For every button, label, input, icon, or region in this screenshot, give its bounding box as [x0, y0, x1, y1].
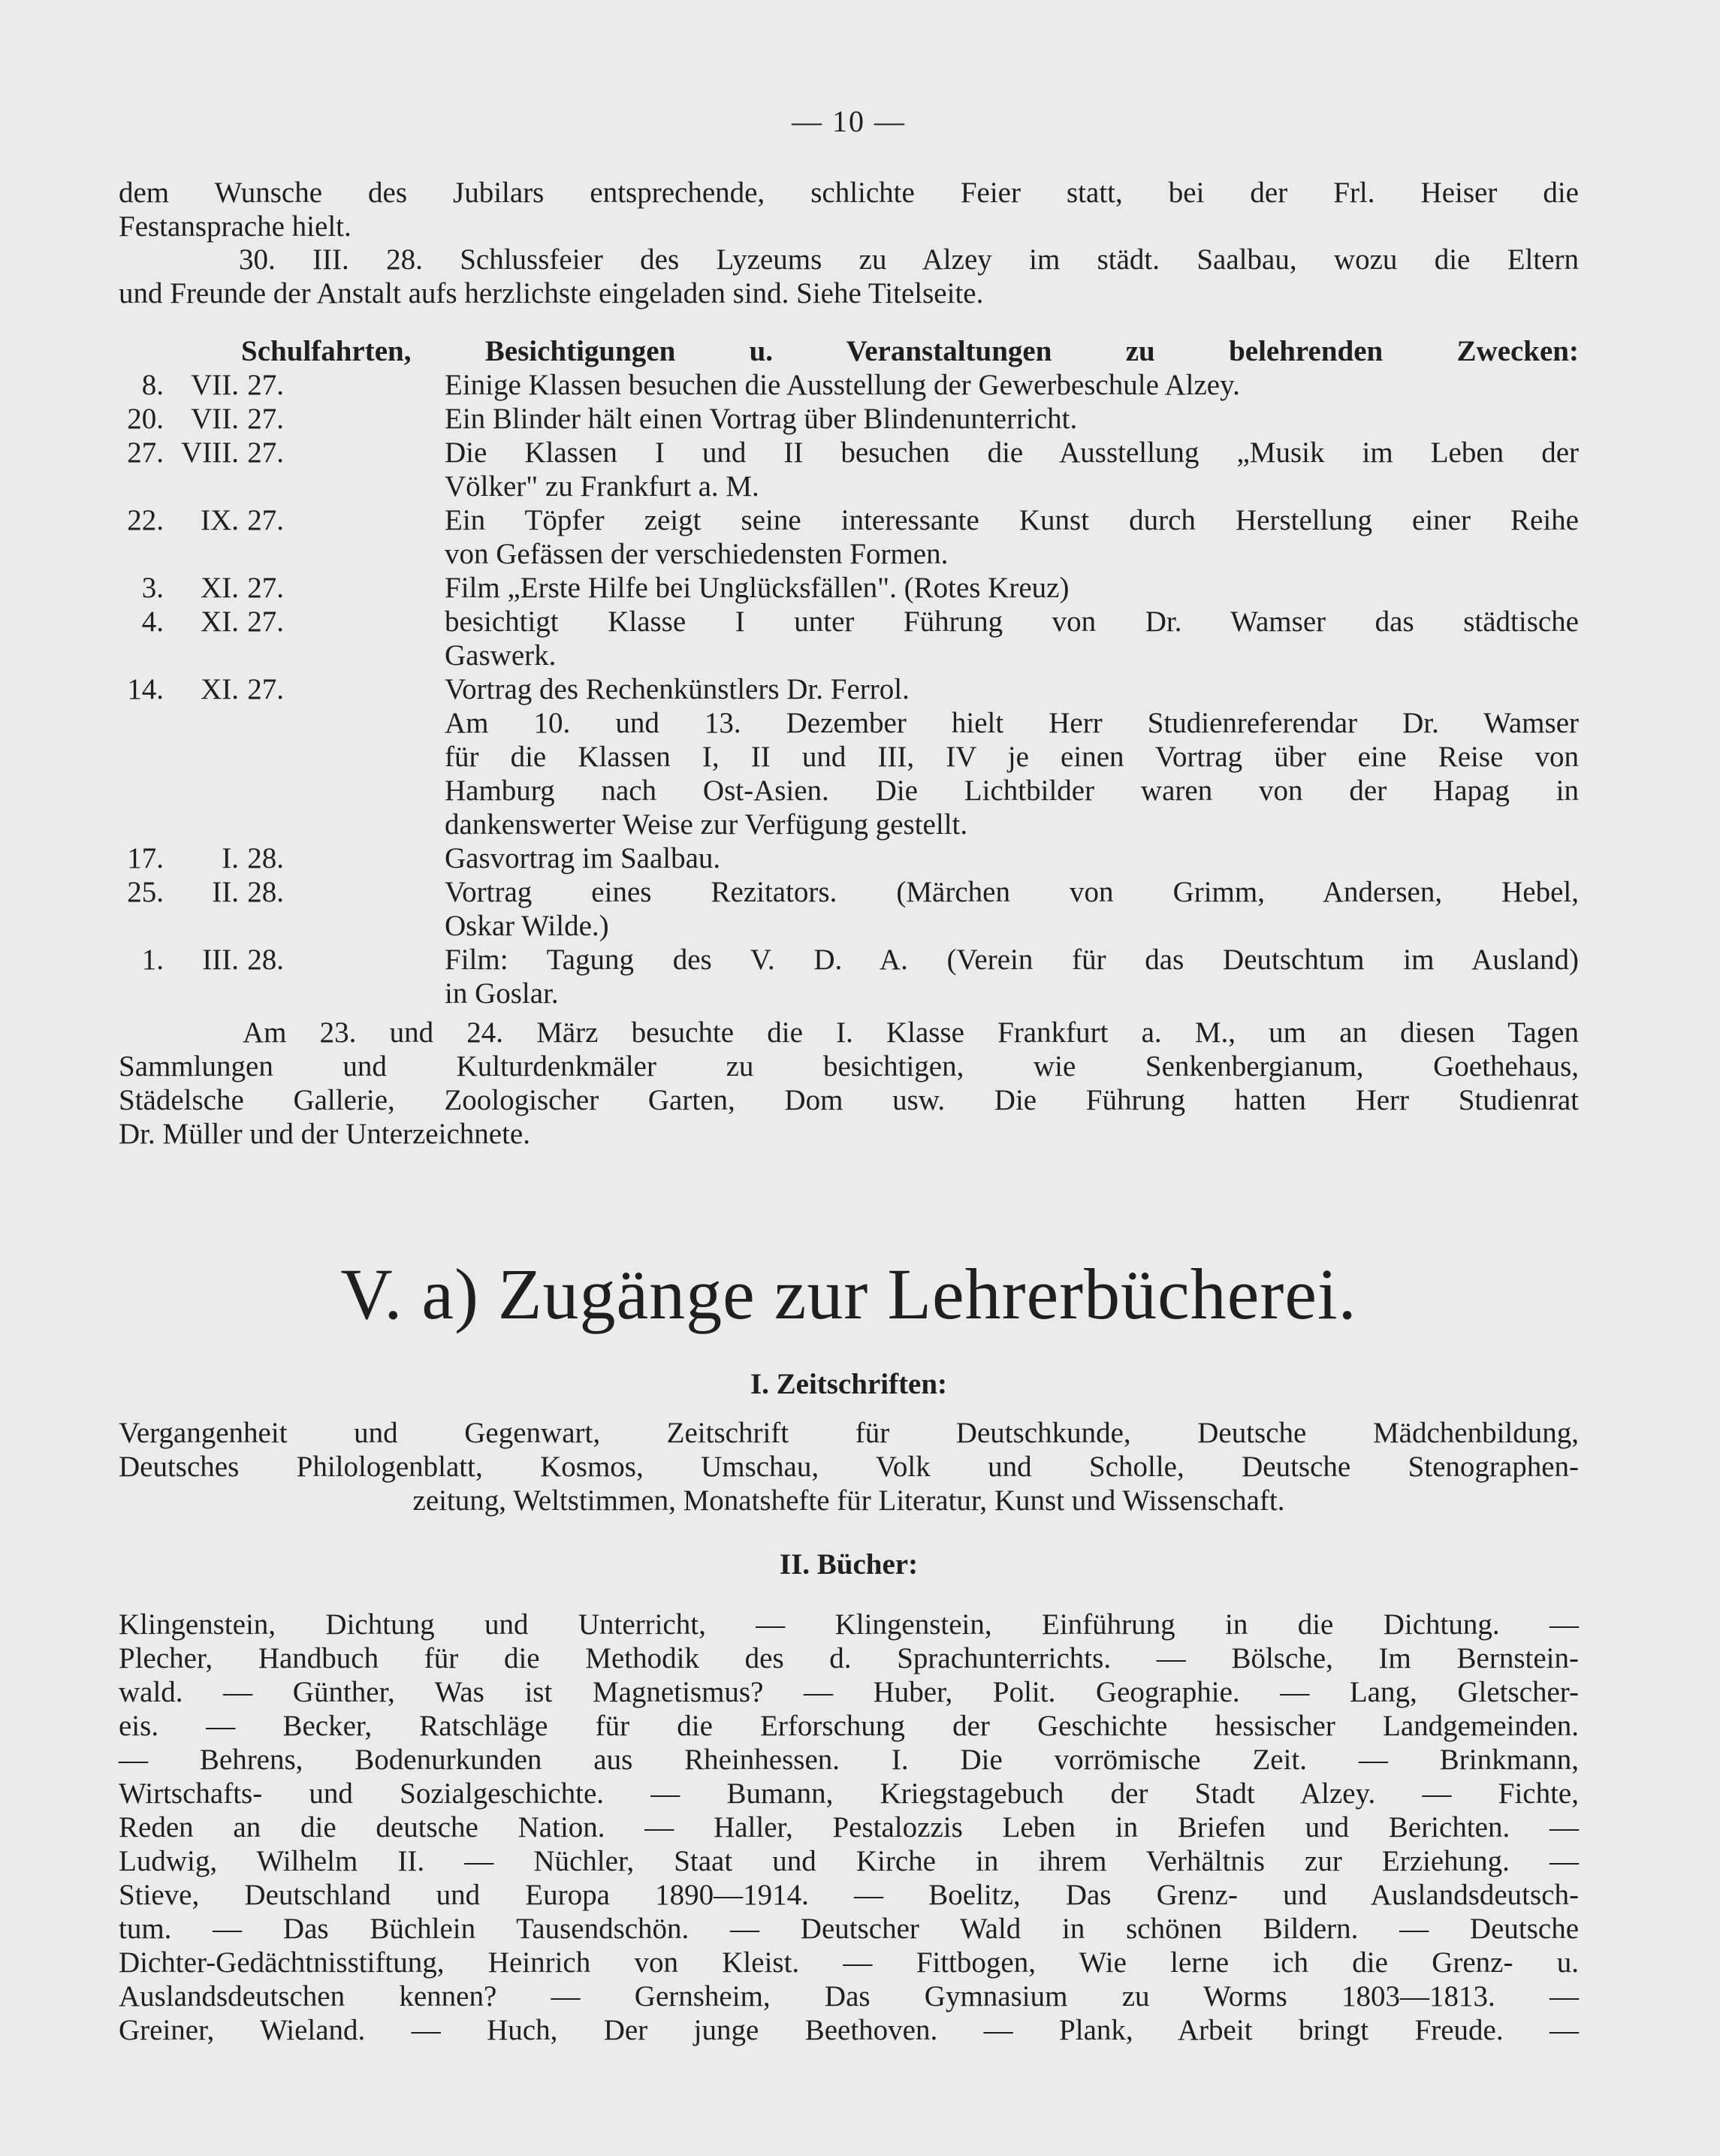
text-line: zeitung, Weltstimmen, Monatshefte für Literatur, Kunst und Wissenschaft.: [412, 1484, 1285, 1517]
text-line: Ludwig, Wilhelm II. — Nüchler, Staat und Kirche in ihrem Verhältnis zur Erziehung. —: [119, 1845, 1579, 1877]
entry-text: Oskar Wilde.): [445, 910, 609, 942]
buecher-list: [119, 1608, 1579, 2047]
entry-text: Vortrag des Rechenkünstlers Dr. Ferrol.: [445, 673, 910, 705]
text-line: Wirtschafts- und Sozialgeschichte. — Bumann, Kriegstagebuch der Stadt Alzey. — Fichte,: [119, 1777, 1579, 1810]
text-line: Sammlungen und Kulturdenkmäler zu besichtigen, wie Senkenbergianum, Goethehaus,: [119, 1050, 1579, 1083]
schulfahrten-list: [119, 368, 1579, 1010]
entry-year: 27.: [247, 369, 284, 401]
entry-month: XI.: [201, 605, 239, 638]
entry-day: 14.: [127, 673, 164, 705]
list-item-continuation: [119, 977, 1579, 1010]
list-item-continuation: [119, 470, 1579, 503]
entry-day: 1.: [141, 944, 164, 976]
text-line: Greiner, Wieland. — Huch, Der junge Beethoven. — Plank, Arbeit bringt Freude. —: [119, 2014, 1579, 2046]
frankfurt-paragraph: [119, 1016, 1579, 1151]
entry-year: 27.: [247, 605, 284, 638]
buecher-heading: II. Bücher:: [779, 1548, 919, 1581]
list-item-continuation: [119, 740, 1579, 774]
list-item-continuation: [119, 537, 1579, 571]
entry-text: Ein Töpfer zeigt seine interessante Kunst durch Herstellung einer Reihe: [445, 504, 1579, 536]
entry-year: 27.: [247, 403, 284, 435]
text-line: Plecher, Handbuch für die Methodik des d. Sprachunterrichts. — Bölsche, Im Bernstein-: [119, 1642, 1579, 1674]
entry-year: 28.: [247, 876, 284, 908]
entry-month: IX.: [201, 504, 239, 536]
zeitschriften-heading: I. Zeitschriften:: [750, 1368, 948, 1400]
entry-month: VII.: [191, 369, 239, 401]
zeitschriften-list: [119, 1416, 1579, 1517]
text-line: Dr. Müller und der Unterzeichnete.: [119, 1118, 530, 1150]
text-line: Am 23. und 24. März besuchte die I. Klasse Frankfurt a. M., um an diesen Tagen: [243, 1016, 1579, 1049]
entry-day: 4.: [141, 605, 164, 638]
text-line: Vergangenheit und Gegenwart, Zeitschrift für Deutschkunde, Deutsche Mädchenbildung,: [119, 1417, 1579, 1449]
entry-text: Film: Tagung des V. D. A. (Verein für das Deutschtum im Ausland): [445, 944, 1579, 976]
entry-month: I.: [222, 842, 239, 874]
list-item: [119, 368, 1579, 402]
entry-year: 27.: [247, 572, 284, 604]
list-item-continuation: [119, 909, 1579, 943]
entry-text: Hamburg nach Ost-Asien. Die Lichtbilder waren von der Hapag in: [445, 775, 1579, 807]
entry-month: VII.: [191, 403, 239, 435]
entry-text: in Goslar.: [445, 977, 559, 1010]
entry-month: XI.: [201, 572, 239, 604]
entry-text: dankenswerter Weise zur Verfügung gestellt.: [445, 808, 968, 841]
list-item-continuation: [119, 774, 1579, 808]
text-line: Städelsche Gallerie, Zoologischer Garten, Dom usw. Die Führung hatten Herr Studienrat: [119, 1084, 1579, 1116]
entry-day: 25.: [127, 876, 164, 908]
text-line: Reden an die deutsche Nation. — Haller, Pestalozzis Leben in Briefen und Berichten. —: [119, 1811, 1579, 1843]
list-item: [119, 402, 1579, 436]
entry-day: 8.: [141, 369, 164, 401]
text-line: Deutsches Philologenblatt, Kosmos, Umschau, Volk und Scholle, Deutsche Stenographen-: [119, 1451, 1579, 1483]
text-line: Auslandsdeutschen kennen? — Gernsheim, Das Gymnasium zu Worms 1803—1813. —: [119, 1980, 1579, 2013]
entry-month: XI.: [201, 673, 239, 705]
text-line: und Freunde der Anstalt aufs herzlichste eingeladen sind. Siehe Titelseite.: [119, 277, 984, 310]
entry-text: Vortrag eines Rezitators. (Märchen von Grimm, Andersen, Hebel,: [445, 876, 1579, 908]
text-line: 30. III. 28. Schlussfeier des Lyzeums zu Alzey im städt. Saalbau, wozu die Eltern: [239, 243, 1579, 276]
entry-month: II.: [212, 876, 239, 908]
text-line: dem Wunsche des Jubilars entsprechende, schlichte Feier statt, bei der Frl. Heiser die: [119, 177, 1579, 209]
section-title: V. a) Zugänge zur Lehrerbücherei.: [340, 1254, 1357, 1334]
schlussfeier-paragraph: [119, 243, 1579, 310]
entry-text: Film „Erste Hilfe bei Unglücksfällen". (Rotes Kreuz): [445, 572, 1070, 604]
list-item: [119, 571, 1579, 605]
list-item: [119, 672, 1579, 706]
text-line: Klingenstein, Dichtung und Unterricht, — Klingenstein, Einführung in die Dichtung. —: [119, 1608, 1579, 1641]
entry-text: Völker" zu Frankfurt a. M.: [445, 470, 759, 503]
text-line: Stieve, Deutschland und Europa 1890—1914. — Boelitz, Das Grenz- und Auslandsdeutsch-: [119, 1879, 1579, 1911]
entry-year: 28.: [247, 842, 284, 874]
entry-text: Die Klassen I und II besuchen die Ausstellung „Musik im Leben der: [445, 436, 1579, 469]
entry-year: 27.: [247, 504, 284, 536]
list-item: [119, 841, 1579, 875]
entry-text: Gaswerk.: [445, 639, 557, 672]
entry-month: III.: [202, 944, 239, 976]
text-line: Dichter-Gedächtnisstiftung, Heinrich von Kleist. — Fittbogen, Wie lerne ich die Grenz- u.: [119, 1946, 1579, 1979]
entry-text: für die Klassen I, II und III, IV je einen Vortrag über eine Reise von: [445, 741, 1579, 773]
list-item: [119, 436, 1579, 470]
list-item: [119, 605, 1579, 639]
list-item-continuation: [119, 639, 1579, 672]
entry-text: Einige Klassen besuchen die Ausstellung der Gewerbeschule Alzey.: [445, 369, 1240, 401]
entry-day: 20.: [127, 403, 164, 435]
entry-text: Gasvortrag im Saalbau.: [445, 842, 721, 874]
list-item-continuation: [119, 808, 1579, 841]
entry-year: 27.: [247, 673, 284, 705]
entry-day: 17.: [127, 842, 164, 874]
entry-text: von Gefässen der verschiedensten Formen.: [445, 538, 949, 570]
entry-day: 3.: [141, 572, 164, 604]
entry-day: 27.: [127, 436, 164, 469]
text-line: tum. — Das Büchlein Tausendschön. — Deutscher Wald in schönen Bildern. — Deutsche: [119, 1913, 1579, 1945]
text-line: — Behrens, Bodenurkunden aus Rheinhessen. I. Die vorrömische Zeit. — Brinkmann,: [119, 1744, 1579, 1776]
entry-year: 28.: [247, 944, 284, 976]
entry-text: besichtigt Klasse I unter Führung von Dr. Wamser das städtische: [445, 605, 1579, 638]
list-item: [119, 503, 1579, 537]
entry-month: VIII.: [181, 436, 239, 469]
entry-year: 27.: [247, 436, 284, 469]
intro-paragraph: [119, 176, 1579, 243]
schulfahrten-heading: Schulfahrten, Besichtigungen u. Veranstaltungen zu belehrenden Zwecken:: [241, 335, 1579, 367]
text-line: Festansprache hielt.: [119, 210, 352, 243]
page-number: — 10 —: [792, 104, 906, 138]
entry-text: Am 10. und 13. Dezember hielt Herr Studienreferendar Dr. Wamser: [445, 707, 1579, 739]
text-line: eis. — Becker, Ratschläge für die Erforschung der Geschichte hessischer Landgemeinden.: [119, 1710, 1579, 1742]
entry-day: 22.: [127, 504, 164, 536]
text-line: wald. — Günther, Was ist Magnetismus? — Huber, Polit. Geographie. — Lang, Gletscher-: [119, 1676, 1579, 1708]
entry-text: Ein Blinder hält einen Vortrag über Blindenunterricht.: [445, 403, 1078, 435]
list-item: [119, 875, 1579, 909]
list-item: [119, 943, 1579, 977]
list-item: [119, 706, 1579, 740]
